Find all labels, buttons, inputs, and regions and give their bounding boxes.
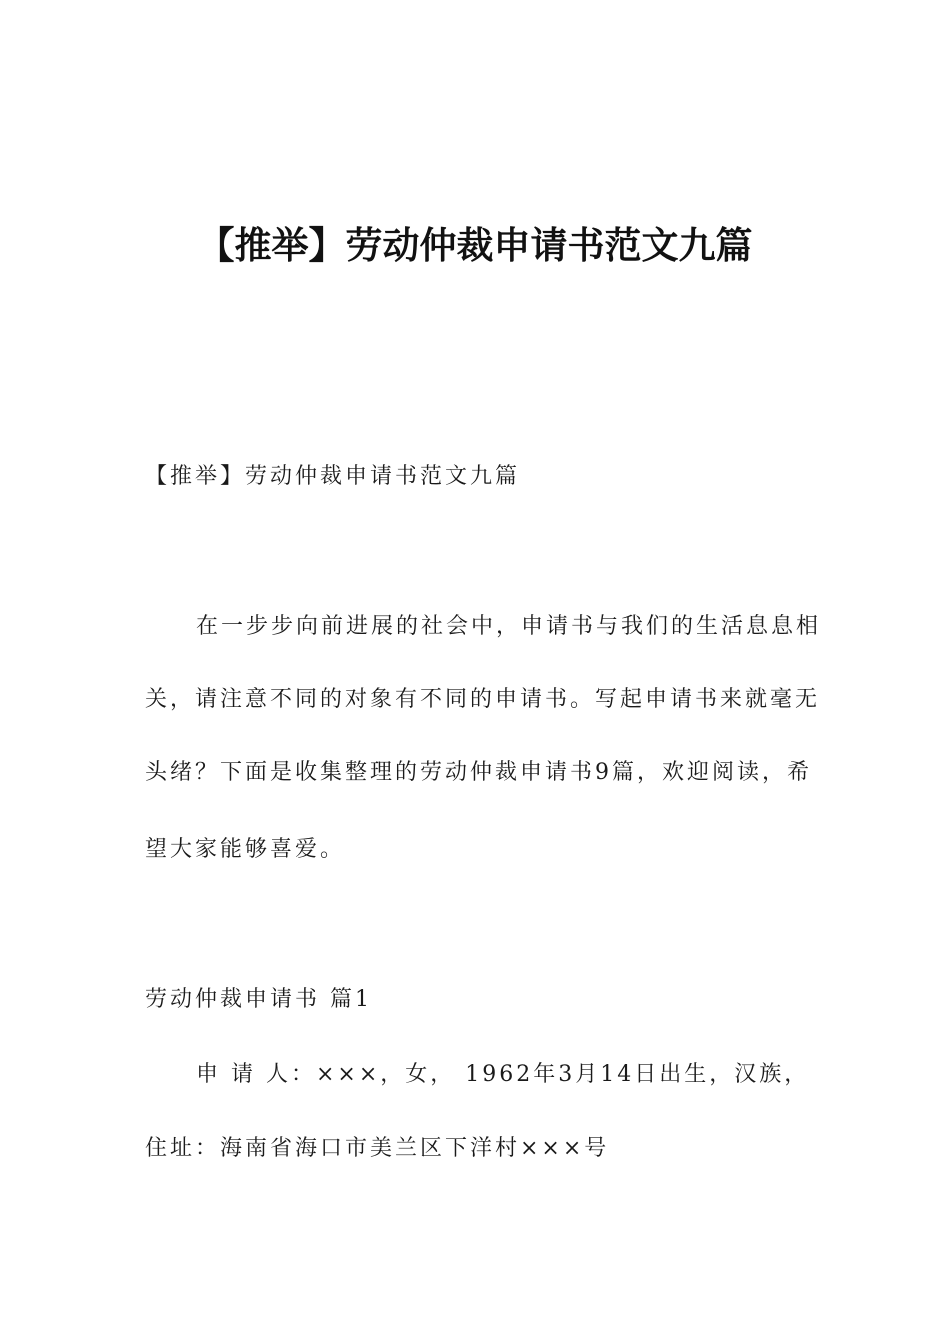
address-line: 住址：海南省海口市美兰区下洋村×××号 [145, 1136, 610, 1161]
intro-line-3: 头绪？下面是收集整理的劳动仲裁申请书9篇，欢迎阅读，希 [145, 760, 812, 785]
intro-line-4: 望大家能够喜爱。 [145, 837, 346, 862]
intro-line-2: 关，请注意不同的对象有不同的申请书。写起申请书来就毫无 [145, 687, 821, 712]
document-subtitle: 【推举】劳动仲裁申请书范文九篇 [145, 464, 521, 489]
applicant-line: 申 请 人：×××，女， 1962年3月14日出生，汉族， [196, 1062, 810, 1087]
document-title: 【推举】劳动仲裁申请书范文九篇 [197, 224, 753, 267]
intro-line-1: 在一步步向前进展的社会中，申请书与我们的生活息息相 [196, 614, 822, 639]
section-heading: 劳动仲裁申请书 篇1 [145, 987, 372, 1012]
